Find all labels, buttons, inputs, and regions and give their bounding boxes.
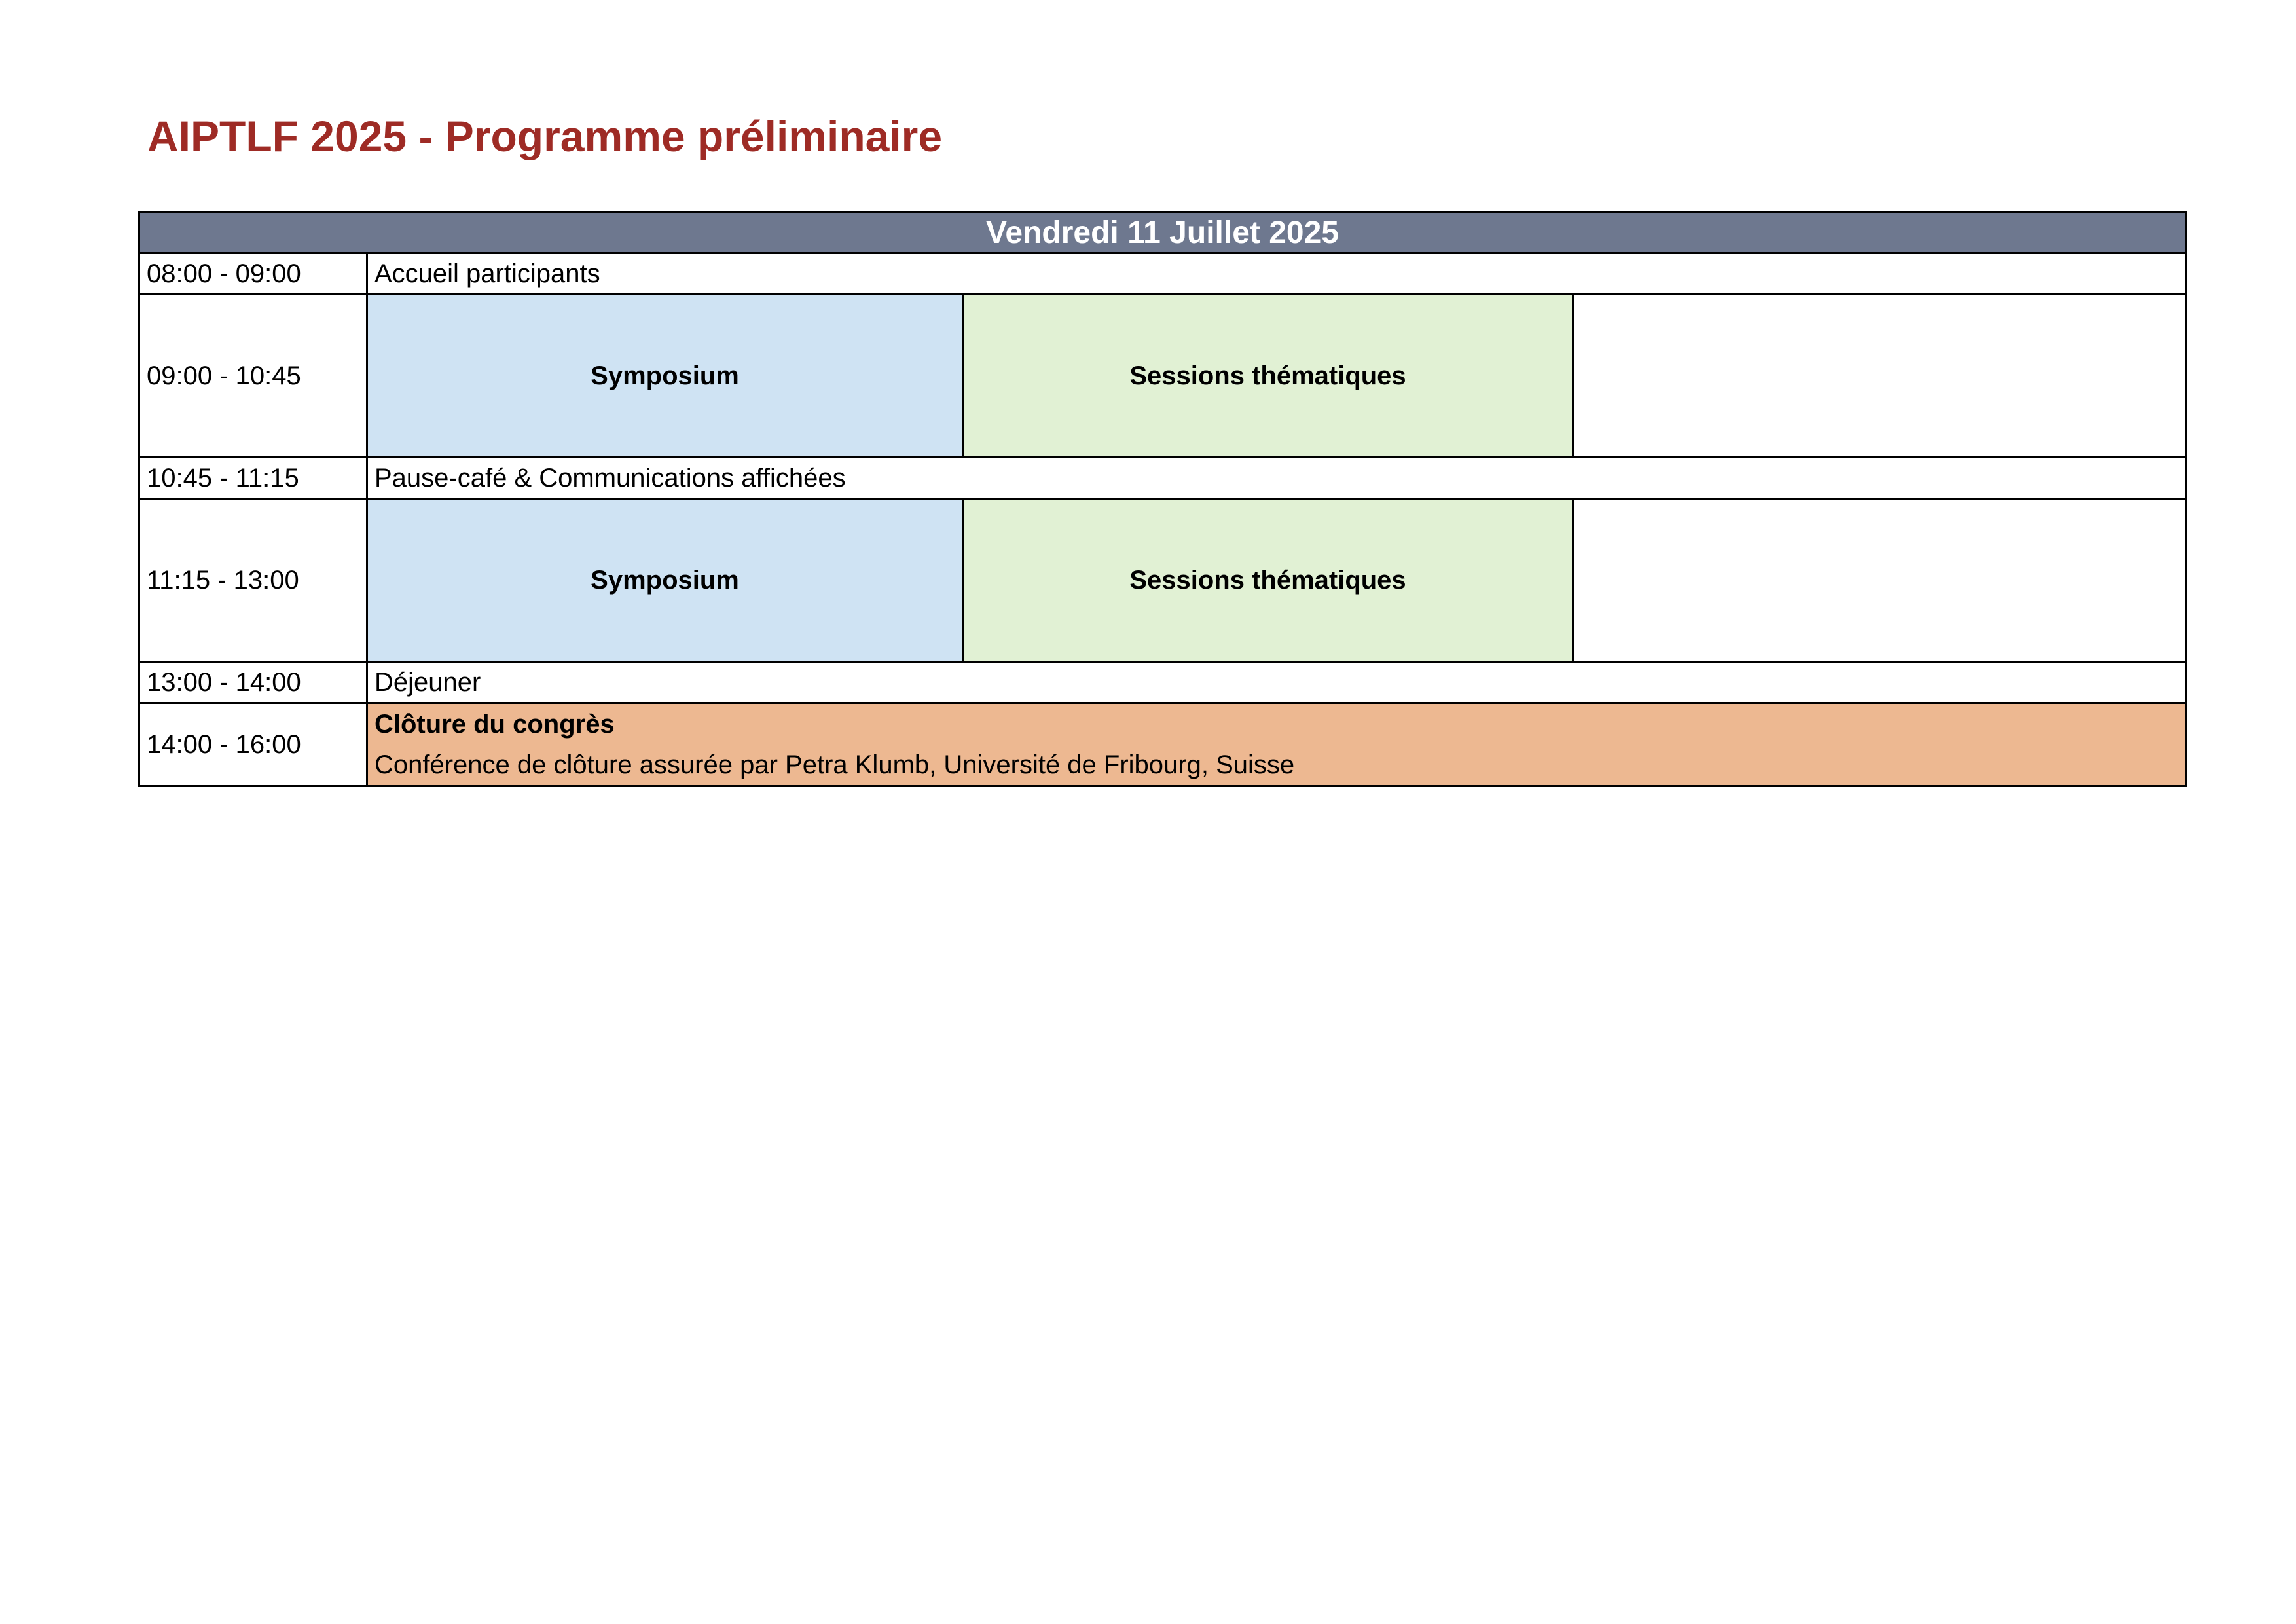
day-header: Vendredi 11 Juillet 2025: [139, 212, 2186, 253]
page-title: AIPTLF 2025 - Programme préliminaire: [147, 112, 943, 160]
time-cell: 10:45 - 11:15: [139, 458, 367, 499]
table-row: [139, 662, 2186, 703]
table-row: [139, 703, 2186, 786]
empty-cell: [1573, 499, 2186, 662]
symposium-cell: Symposium: [367, 499, 963, 662]
closing-detail: Conférence de clôture assurée par Petra Klumb, Université de Fribourg, Suisse: [374, 750, 1295, 779]
symposium-cell: Symposium: [367, 295, 963, 458]
table-row: [139, 253, 2186, 295]
sessions-cell: Sessions thématiques: [963, 295, 1573, 458]
time-cell: 09:00 - 10:45: [139, 295, 367, 458]
table-row: [139, 499, 2186, 662]
table-row: [139, 458, 2186, 499]
day-header-row: [139, 212, 2186, 253]
activity-cell: Accueil participants: [367, 253, 2186, 295]
activity-cell: Pause-café & Communications affichées: [367, 458, 2186, 499]
time-cell: 14:00 - 16:00: [139, 703, 367, 786]
time-cell: 13:00 - 14:00: [139, 662, 367, 703]
time-cell: 11:15 - 13:00: [139, 499, 367, 662]
activity-cell: Déjeuner: [367, 662, 2186, 703]
empty-cell: [1573, 295, 2186, 458]
sessions-cell: Sessions thématiques: [963, 499, 1573, 662]
closing-heading: Clôture du congrès: [374, 710, 615, 739]
closing-cell: [367, 703, 2186, 786]
table-row: [139, 295, 2186, 458]
time-cell: 08:00 - 09:00: [139, 253, 367, 295]
schedule-table: [138, 211, 2187, 787]
